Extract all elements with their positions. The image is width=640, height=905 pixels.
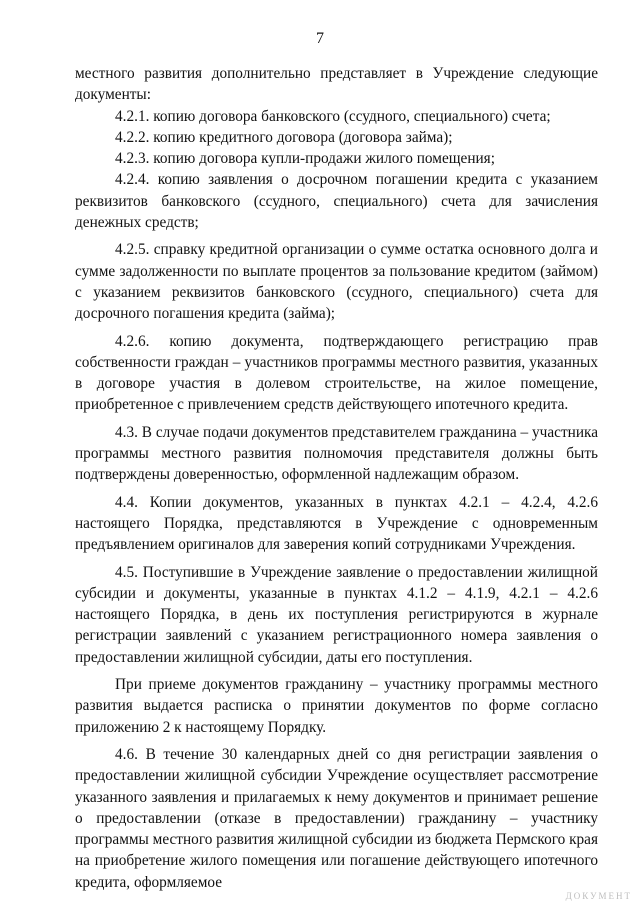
paragraph-4-2-6: 4.2.6. копию документа, подтверждающего регистрацию прав собственности граждан – участников программы местного развития, указанных в договоре участия в долевом строительстве, на жилое помещение, приобретенное с привлечением средств действующего ипотечного кредита. [75, 332, 598, 414]
paragraph-4-2-2: 4.2.2. копию кредитного договора (договора займа); [115, 128, 453, 146]
paragraph-4-2-1: 4.2.1. копию договора банковского (ссудного, специального) счета; [115, 107, 551, 125]
paragraph-receipt: При приеме документов гражданину – участнику программы местного развития выдается расписка о принятии документов по форме согласно приложению 2 к настоящему Порядку. [75, 676, 598, 736]
paragraph-4-3: 4.3. В случае подачи документов представителем гражданина – участника программы местного развития полномочия представителя должны быть подтверждены доверенностью, оформленной надлежащим образом. [75, 423, 598, 484]
page-number: 7 [316, 30, 324, 47]
paragraph-4-5: 4.5. Поступившие в Учреждение заявление о предоставлении жилищной субсидии и документы, указанные в пунктах 4.1.2 – 4.1.9, 4.2.1 – 4.2.6 настоящего Порядка, в день их поступления регистрируются в журнале регистрации заявлений с указанием регистрационного номера заявления о предоставлении жилищной субсидии, даты его поступления. [75, 563, 598, 666]
document-body [75, 63, 598, 893]
paragraph-intro-continuation: местного развития дополнительно представляет в Учреждение следующие документы: [75, 65, 598, 104]
paragraph-4-2-3: 4.2.3. копию договора купли-продажи жилого помещения; [115, 150, 495, 168]
paragraph-4-2-5: 4.2.5. справку кредитной организации о сумме остатка основного долга и сумме задолженности по выплате процентов за пользование кредитом (займом) с указанием реквизитов банковского (ссудного, специального) счета для досрочного погашения кредита (займа); [75, 241, 598, 323]
paragraph-4-2-4: 4.2.4. копию заявления о досрочном погашении кредита с указанием реквизитов банковского (ссудного, специального) счета для зачисления денежных средств; [75, 171, 598, 232]
edge-watermark: ДОКУМЕНТ [565, 891, 632, 901]
paragraph-4-6: 4.6. В течение 30 календарных дней со дня регистрации заявления о предоставлении жилищной субсидии Учреждение осуществляет рассмотрение указанного заявления и прилагаемых к нему документов и принимает решение о предоставлении (отказе в предоставлении) гражданину – участнику программы местного развития жилищной субсидии из бюджета Пермского края на приобретение жилого помещения или погашение действующего ипотечного кредита, оформляемое [75, 745, 598, 891]
paragraph-4-4: 4.4. Копии документов, указанных в пунктах 4.2.1 – 4.2.4, 4.2.6 настоящего Порядка, представляются в Учреждение с одновременным предъявлением оригиналов для заверения копий сотрудниками Учреждения. [75, 493, 598, 554]
